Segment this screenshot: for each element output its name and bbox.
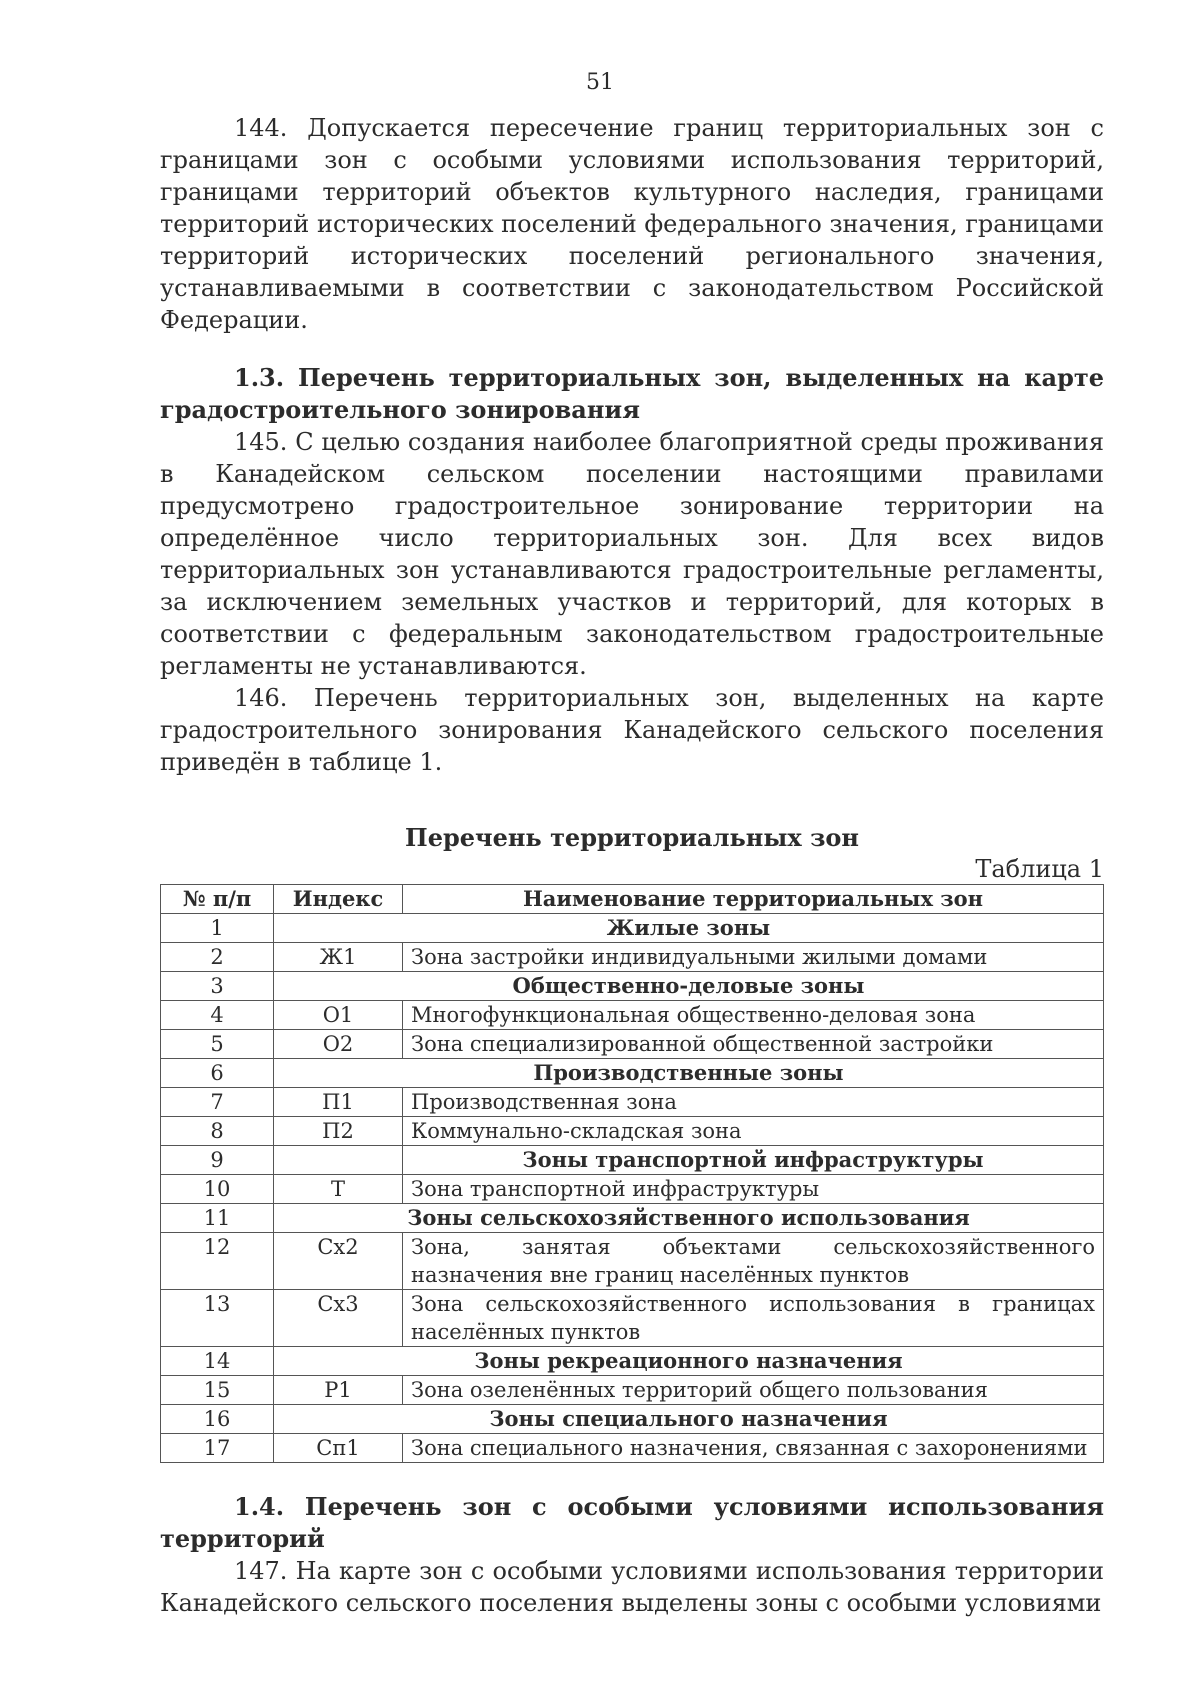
row-number: 15 (161, 1376, 274, 1405)
zone-name: Производственная зона (403, 1088, 1104, 1117)
row-number: 9 (161, 1146, 274, 1175)
zone-name: Зона озеленённых территорий общего пользования (403, 1376, 1104, 1405)
table-row (161, 972, 1104, 1001)
table-row (161, 1001, 1104, 1030)
zone-name: Зона застройки индивидуальными жилыми домами (403, 943, 1104, 972)
paragraph-147: 147. На карте зон с особыми условиями использования территории Канадейского сельского поселения выделены зоны с особыми условиями (160, 1557, 1104, 1617)
zone-index: П2 (274, 1117, 403, 1146)
row-number: 12 (161, 1233, 274, 1290)
row-number: 10 (161, 1175, 274, 1204)
header-num: № п/п (161, 885, 274, 914)
zone-name: Зона транспортной инфраструктуры (403, 1175, 1104, 1204)
zone-index: Сх2 (274, 1233, 403, 1290)
row-number: 1 (161, 914, 274, 943)
zone-index: Сх3 (274, 1290, 403, 1347)
table-label: Таблица 1 (975, 855, 1104, 883)
table-row (161, 1290, 1104, 1347)
table-row (161, 1376, 1104, 1405)
zone-index: Ж1 (274, 943, 403, 972)
table-row (161, 1030, 1104, 1059)
zone-index: О2 (274, 1030, 403, 1059)
row-number: 14 (161, 1347, 274, 1376)
zone-name: Зона сельскохозяйственного использования в границах населённых пунктов (403, 1290, 1104, 1347)
table-row (161, 1175, 1104, 1204)
row-number: 17 (161, 1434, 274, 1463)
paragraph-146: 146. Перечень территориальных зон, выделенных на карте градостроительного зонирования Канадейского сельского поселения приведён в таблице 1. (160, 684, 1104, 776)
row-number: 7 (161, 1088, 274, 1117)
page-number: 51 (586, 70, 614, 95)
document-body (160, 112, 1104, 1619)
table-row (161, 1204, 1104, 1233)
table-row (161, 1233, 1104, 1290)
zone-group-name: Зоны сельскохозяйственного использования (274, 1204, 1104, 1233)
zone-name: Коммунально-складская зона (403, 1117, 1104, 1146)
paragraph-145: 145. С целью создания наиболее благоприятной среды проживания в Канадейском сельском поселении настоящими правилами предусмотрено градостроительное зонирование территории на определённое число территориальных зон. Для всех видов территориальных зон устанавливаются градостроительные регламенты, за исключением земельных участков и территорий, для которых в соответствии с федеральным законодательством градостроительные регламенты не устанавливаются. (160, 428, 1104, 680)
zone-index: Сп1 (274, 1434, 403, 1463)
section-heading-1-4: 1.4. Перечень зон с особыми условиями использования территорий (160, 1492, 1104, 1553)
row-number: 3 (161, 972, 274, 1001)
zone-index: Р1 (274, 1376, 403, 1405)
zone-name: Зона специального назначения, связанная с захоронениями (403, 1434, 1104, 1463)
table-row (161, 943, 1104, 972)
section-heading-1-3: 1.3. Перечень территориальных зон, выделенных на карте градостроительного зонирования (160, 363, 1104, 424)
header-name: Наименование территориальных зон (403, 885, 1104, 914)
table-row (161, 1405, 1104, 1434)
table-row (161, 1347, 1104, 1376)
zone-name: Зона специализированной общественной застройки (403, 1030, 1104, 1059)
row-number: 16 (161, 1405, 274, 1434)
zones-table (160, 884, 1104, 1463)
zone-group-name: Зоны рекреационного назначения (274, 1347, 1104, 1376)
zone-name: Зоны транспортной инфраструктуры (403, 1146, 1104, 1175)
row-number: 2 (161, 943, 274, 972)
zones-table-body (161, 914, 1104, 1463)
paragraph-144: 144. Допускается пересечение границ территориальных зон с границами зон с особыми условиями использования территорий, границами территорий объектов культурного наследия, границами территорий исторических поселений федерального значения, границами территорий исторических поселений регионального значения, устанавливаемыми в соответствии с законодательством Российской Федерации. (160, 114, 1104, 334)
zone-name: Многофункциональная общественно-деловая зона (403, 1001, 1104, 1030)
zone-index (274, 1146, 403, 1175)
row-number: 8 (161, 1117, 274, 1146)
row-number: 5 (161, 1030, 274, 1059)
table-row (161, 1117, 1104, 1146)
zone-name: Зона, занятая объектами сельскохозяйственного назначения вне границ населённых пунктов (403, 1233, 1104, 1290)
table-row (161, 1434, 1104, 1463)
row-number: 11 (161, 1204, 274, 1233)
header-index: Индекс (274, 885, 403, 914)
zone-group-name: Производственные зоны (274, 1059, 1104, 1088)
table-row (161, 1088, 1104, 1117)
table-header-row (161, 885, 1104, 914)
zone-group-name: Жилые зоны (274, 914, 1104, 943)
row-number: 6 (161, 1059, 274, 1088)
zone-group-name: Общественно-деловые зоны (274, 972, 1104, 1001)
zone-index: О1 (274, 1001, 403, 1030)
table-row (161, 1059, 1104, 1088)
table-row (161, 1146, 1104, 1175)
row-number: 13 (161, 1290, 274, 1347)
zone-index: Т (274, 1175, 403, 1204)
zone-group-name: Зоны специального назначения (274, 1405, 1104, 1434)
row-number: 4 (161, 1001, 274, 1030)
table-title: Перечень территориальных зон (405, 823, 859, 852)
zone-index: П1 (274, 1088, 403, 1117)
table-row (161, 914, 1104, 943)
